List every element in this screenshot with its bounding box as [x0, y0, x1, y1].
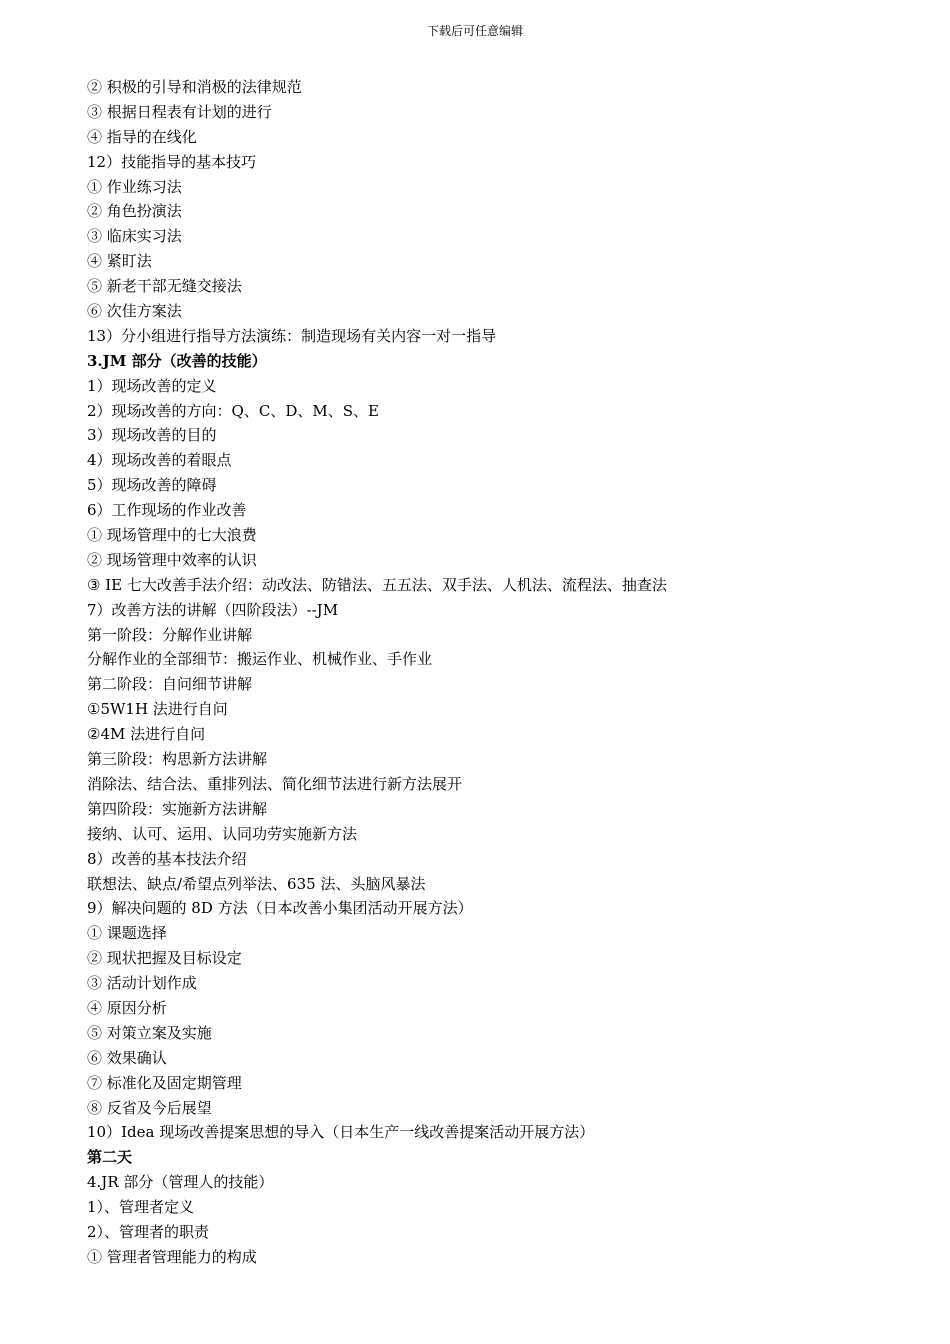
text-line: 第二阶段：自问细节讲解: [87, 675, 253, 694]
text-line: 2）、管理者的职责: [87, 1222, 210, 1241]
text-line: ④ 指导的在线化: [87, 127, 197, 146]
text-line: ③ 根据日程表有计划的进行: [87, 102, 272, 121]
text-line: 联想法、缺点/希望点列举法、635 法、头脑风暴法: [87, 874, 426, 893]
text-line: ⑧ 反省及今后展望: [87, 1098, 212, 1117]
text-line: ① 现场管理中的七大浪费: [87, 526, 257, 545]
text-line: ③ IE 七大改善手法介绍：动改法、防错法、五五法、双手法、人机法、流程法、抽查法: [87, 575, 667, 594]
text-line: ② 积极的引导和消极的法律规范: [87, 78, 302, 96]
text-line: ① 课题选择: [87, 924, 167, 943]
text-line: 4.JR 部分（管理人的技能）: [87, 1173, 274, 1192]
text-line: 消除法、结合法、重排列法、简化细节法进行新方法展开: [87, 774, 463, 793]
text-line: 分解作业的全部细节：搬运作业、机械作业、手作业: [87, 650, 433, 669]
text-line: ③ 临床实习法: [87, 227, 182, 246]
text-line: 3）现场改善的目的: [87, 426, 217, 445]
text-line: ③ 活动计划作成: [87, 974, 197, 993]
text-line: ⑤ 新老干部无缝交接法: [87, 277, 242, 296]
text-line: 2）现场改善的方向：Q、C、D、M、S、E: [87, 401, 379, 420]
text-line: 4）现场改善的着眼点: [87, 451, 232, 470]
text-line: 第一阶段：分解作业讲解: [87, 625, 253, 644]
document-body: [87, 75, 907, 1270]
text-line: 7）改善方法的讲解（四阶段法）--JM: [87, 600, 339, 619]
text-line: ② 现状把握及目标设定: [87, 949, 242, 968]
text-line: ⑥ 次佳方案法: [87, 302, 182, 321]
section-heading: 3.JM 部分（改善的技能）: [87, 351, 267, 370]
text-line: ① 管理者管理能力的构成: [87, 1247, 257, 1266]
page-header: 下载后可任意编辑: [426, 24, 523, 38]
text-line: ⑤ 对策立案及实施: [87, 1023, 212, 1042]
text-line: ④ 紧盯法: [87, 252, 152, 271]
text-line: 9）解决问题的 8D 方法（日本改善小集团活动开展方法）: [87, 899, 473, 918]
text-line: 第四阶段：实施新方法讲解: [87, 799, 268, 818]
section-heading: 第二天: [87, 1148, 133, 1167]
text-line: 6）工作现场的作业改善: [87, 501, 247, 520]
text-line: ⑥ 效果确认: [87, 1048, 167, 1067]
text-line: 接纳、认可、运用、认同功劳实施新方法: [87, 824, 358, 843]
text-line: 8）改善的基本技法介绍: [87, 849, 247, 868]
text-line: ⑦ 标准化及固定期管理: [87, 1073, 242, 1092]
text-line: 1）现场改善的定义: [87, 376, 217, 395]
text-line: 13）分小组进行指导方法演练：制造现场有关内容一对一指导: [87, 326, 497, 345]
text-line: 10）Idea 现场改善提案思想的导入（日本生产一线改善提案活动开展方法）: [87, 1123, 595, 1142]
text-line: ② 角色扮演法: [87, 202, 182, 221]
text-line: ④ 原因分析: [87, 998, 167, 1017]
text-line: 1）、管理者定义: [87, 1198, 195, 1217]
text-line: ①5W1H 法进行自问: [87, 700, 228, 719]
text-line: 5）现场改善的障碍: [87, 476, 217, 495]
text-line: 第三阶段：构思新方法讲解: [87, 750, 268, 769]
text-line: ② 现场管理中效率的认识: [87, 550, 257, 569]
text-line: ②4M 法进行自问: [87, 725, 206, 744]
text-line: 12）技能指导的基本技巧: [87, 152, 257, 171]
text-line: ① 作业练习法: [87, 177, 182, 196]
